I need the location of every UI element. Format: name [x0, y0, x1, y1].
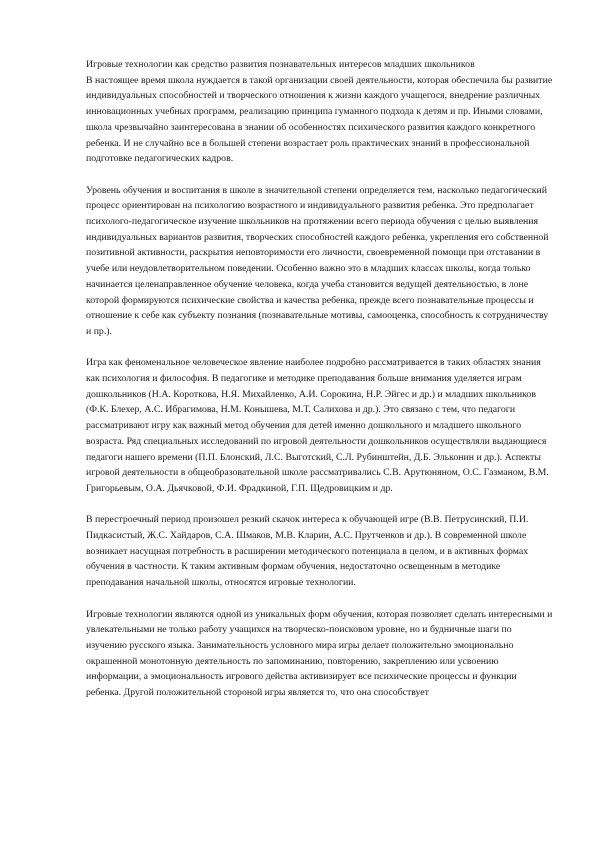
paragraph-5: Игровые технологии являются одной из уникальных форм обучения, которая позволяет сделать интересными и увлекательными не только работу учащихся на творческо-поисковом уровне, но и будничные шаги по изучению русского языка. Занимательность условного мира игры делает положительно эмоционально окрашенной монотонную деятельность по запоминанию, повторению, закреплению или усвоению информации, а эмоциональность игрового действа активизирует все психические процессы и функции ребенка. Другой положительной стороной игры является то, что она способствует	[86, 608, 553, 699]
paragraph-3: Игра как феноменальное человеческое явление наиболее подробно рассматривается в таких областях знания как психология и философия. В педагогике и методике преподавания больше внимания уделяется играм дошкольников (Н.А. Короткова, Н.Я. Михайленко, А.И. Сорокина, Н.Р. Эйгес и др.) и младших школьников (Ф.К. Блехер, А.С. Ибрагимова, Н.М. Конышева, М.Т. Салихова и др.). Это связано с тем, что педагоги рассматривают игру как важный метод обучения для детей именно дошкольного и младшего школьного возраста. Ряд специальных исследований по игровой деятельности дошкольников осуществляли выдающиеся педагоги нашего времени (П.П. Блонский, Л.С. Выготский, С.Л. Рубинштейн, Д.Б. Эльконин и др.). Аспекты игровой деятельности в общеобразовательной школе рассматривались С.В. Арутюняном, О.С. Газманом, В.М. Григорьевым, О.А. Дьячковой, Ф.И. Фрадкиной, Г.П. Щедровицким и др.	[86, 357, 549, 494]
paragraph-spacer	[86, 497, 554, 513]
paragraph-1: В настоящее время школа нуждается в такой организации своей деятельности, которая обеспечила бы развитие индивидуальных способностей и творческого отношения к жизни каждого учащегося, внедрение различных инновационных учебных программ, реализацию принципа гуманного подхода к детям и пр. Иными словами, школа чрезвычайно заинтересована в знании об особенностях психического развития каждого конкретного ребенка. И не случайно все в большей степени возрастает роль практических знаний в профессиональной подготовке педагогических кадров.	[86, 74, 553, 165]
paragraph-2: Уровень обучения и воспитания в школе в значительной степени определяется тем, насколько педагогический процесс ориентирован на психологию возрастного и индивидуального развития ребенка. Это предполагает психолого-педагогическое изучение школьников на протяжении всего периода обучения с целью выявления индивидуальных вариантов развития, творческих способностей каждого ребенка, укрепления его собственной позитивной активности, раскрытия неповторимости его личности, своевременной помощи при отставании в учебе или неудовлетворительном поведении. Особенно важно это в младших классах школы, когда только начинается целенаправленное обучение человека, когда учеба становится ведущей деятельностью, в лоне которой формируются психические свойства и качества ребенка, прежде всего познавательные процессы и отношение к себе как субъекту познания (познавательные мотивы, самооценка, способность к сотрудничеству и пр.).	[86, 184, 549, 337]
document-title: Игровые технологии как средство развития познавательных интересов младших школьников	[86, 59, 475, 70]
paragraph-spacer	[86, 167, 554, 183]
paragraph-spacer	[86, 340, 554, 356]
paragraph-4: В перестроечный период произошел резкий скачок интереса к обучающей игре (В.В. Петрусинский, П.И. Пидкасистый, Ж.С. Хайдаров, С.А. Шмаков, М.В. Кларин, А.С. Прутченков и др.). В современной школе возникает насущная потребность в расширении методического потенциала в целом, и в активных формах обучения в частности. К таким активным формам обучения, недостаточно освещенным в методике преподавания начальной школы, относятся игровые технологии.	[86, 514, 529, 589]
paragraph-spacer	[86, 591, 554, 607]
document-page	[86, 57, 554, 701]
